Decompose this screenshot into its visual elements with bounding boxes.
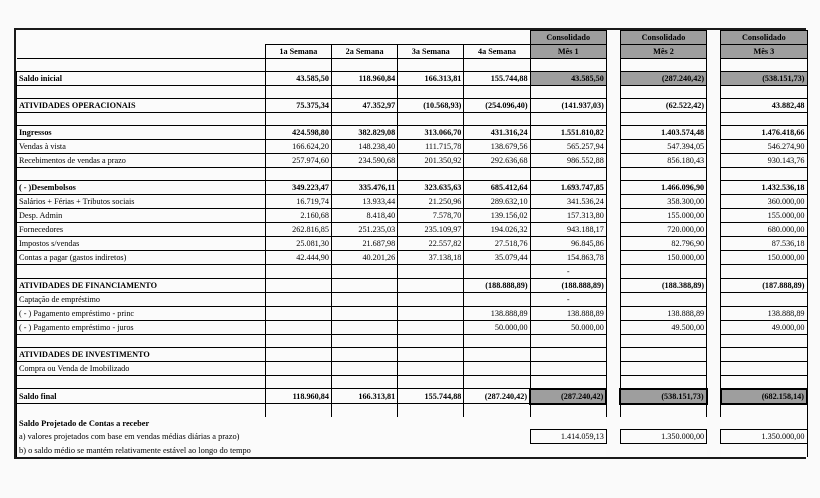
cell-ato-w3: (10.568,93): [398, 99, 464, 113]
cell-receb-mes3: 930.143,76: [721, 154, 807, 168]
row-label-pagamento-juros: ( - ) Pagamento empréstimo - juros: [17, 321, 266, 335]
row-label-desp-admin: Desp. Admin: [17, 209, 266, 223]
cell-invest-w1: [265, 348, 331, 362]
cell-captacao-w3: [398, 293, 464, 307]
cell-despadmin-w4: 139.156,02: [464, 209, 530, 223]
cell-salarios-mes1: 341.536,24: [530, 195, 606, 209]
cell-despadmin-mes1: 157.313,80: [530, 209, 606, 223]
cell-pagprinc-mes1: 138.888,89: [530, 307, 606, 321]
cell-receb-mes1: 986.552,88: [530, 154, 606, 168]
cell-pagjuros-w2: [331, 321, 397, 335]
row-label-pagamento-principal: ( - ) Pagamento empréstimo - princ: [17, 307, 266, 321]
header-blank-w3: [398, 31, 464, 45]
cell-saldofinal-w1: 118.960,84: [265, 389, 331, 404]
cell-invest-mes3: [721, 348, 807, 362]
cell-contas-mes1: 154.863,78: [530, 251, 606, 265]
cell-invest-w4: [464, 348, 530, 362]
cell-pagjuros-mes2: 49.500,00: [620, 321, 706, 335]
header-mes-2: Mês 2: [620, 45, 706, 59]
row-label-fornecedores: Fornecedores: [17, 223, 266, 237]
cell-vendas-w1: 166.624,20: [265, 140, 331, 154]
cell-fornec-w3: 235.109,97: [398, 223, 464, 237]
table-row-desp-admin: [17, 209, 808, 223]
cell-pagjuros-mes1: 50.000,00: [530, 321, 606, 335]
cell-financ-w4: (188.888,89): [464, 279, 530, 293]
cell-pagprinc-w4: 138.888,89: [464, 307, 530, 321]
projected-box-mes2: 1.350.000,00: [620, 430, 706, 444]
header-consolidado-mes3: Consolidado: [721, 31, 807, 45]
spacer-row-1: [17, 59, 808, 72]
cell-impostos-mes1: 96.845,86: [530, 237, 606, 251]
cell-saldo-inicial-mes1: 43.585,50: [530, 72, 606, 86]
cell-fornec-mes2: 720.000,00: [620, 223, 706, 237]
cell-despadmin-w1: 2.160,68: [265, 209, 331, 223]
spacer-row-2: [17, 86, 808, 99]
footer-row-note-a: [17, 430, 808, 444]
cell-desemb-w2: 335.476,11: [331, 181, 397, 195]
cell-fornec-w1: 262.816,85: [265, 223, 331, 237]
cell-receb-mes2: 856.180,43: [620, 154, 706, 168]
cell-contas-mes2: 150.000,00: [620, 251, 706, 265]
cell-saldofinal-w2: 166.313,81: [331, 389, 397, 404]
cell-imob-w3: [398, 362, 464, 376]
table-row-atividades-investimento: [17, 348, 808, 362]
cell-salarios-w1: 16.719,74: [265, 195, 331, 209]
cell-saldo-inicial-w1: 43.585,50: [265, 72, 331, 86]
header-week-3: 3a Semana: [398, 45, 464, 59]
row-label-ingressos: Ingressos: [17, 126, 266, 140]
projected-box-mes1: 1.414.059,13: [530, 430, 606, 444]
cell-saldofinal-mes1: (287.240,42): [530, 389, 606, 404]
cell-receb-w3: 201.350,92: [398, 154, 464, 168]
cell-contas-w2: 40.201,26: [331, 251, 397, 265]
row-label-contas-a-pagar: Contas a pagar (gastos indiretos): [17, 251, 266, 265]
table-row-captacao-emprestimo: [17, 293, 808, 307]
row-label-compra-venda-imobilizado: Compra ou Venda de Imobilizado: [17, 362, 266, 376]
cell-receb-w1: 257.974,60: [265, 154, 331, 168]
cell-fornec-w4: 194.026,32: [464, 223, 530, 237]
cell-imob-w4: [464, 362, 530, 376]
cell-financ-mes3: (187.888,89): [721, 279, 807, 293]
cashflow-table-frame: [14, 28, 806, 459]
header-row-consolidado: [17, 31, 808, 45]
cell-vendas-mes3: 546.274,90: [721, 140, 807, 154]
spacer-row-8: [17, 404, 808, 417]
cell-salarios-w2: 13.933,44: [331, 195, 397, 209]
cell-ato-w4: (254.096,40): [464, 99, 530, 113]
header-week-1: 1a Semana: [265, 45, 331, 59]
row-label-salarios: Salários + Férias + Tributos sociais: [17, 195, 266, 209]
gap-col-2: [707, 31, 721, 45]
cell-saldofinal-w4: (287.240,42): [464, 389, 530, 404]
cell-contas-w4: 35.079,44: [464, 251, 530, 265]
spacer-row-7: [17, 376, 808, 389]
cell-imob-w1: [265, 362, 331, 376]
header-week-4: 4a Semana: [464, 45, 530, 59]
footer-row-title: [17, 417, 808, 430]
footer-title: Saldo Projetado de Contas a receber: [17, 417, 531, 430]
table-row-impostos: [17, 237, 808, 251]
spacer-row-3: [17, 113, 808, 126]
row-label-atividades-operacionais: ATIVIDADES OPERACIONAIS: [17, 99, 266, 113]
cell-financ-mes2: (188.388,89): [620, 279, 706, 293]
cell-captacao-mes3: [721, 293, 807, 307]
cell-pagprinc-w1: [265, 307, 331, 321]
row-label-saldo-final: Saldo final: [17, 389, 266, 404]
cell-captacao-w4: [464, 293, 530, 307]
cell-fornec-mes1: 943.188,17: [530, 223, 606, 237]
row-label-recebimentos-a-prazo: Recebimentos de vendas a prazo: [17, 154, 266, 168]
table-row-contas-a-pagar: [17, 251, 808, 265]
cell-impostos-mes2: 82.796,90: [620, 237, 706, 251]
cell-impostos-w2: 21.687,98: [331, 237, 397, 251]
cell-pagprinc-mes3: 138.888,89: [721, 307, 807, 321]
cell-despadmin-mes3: 155.000,00: [721, 209, 807, 223]
cell-saldo-inicial-w4: 155.744,88: [464, 72, 530, 86]
cell-vendas-w2: 148.238,40: [331, 140, 397, 154]
table-row-saldo-inicial: [17, 72, 808, 86]
cell-receb-w2: 234.590,68: [331, 154, 397, 168]
projected-box-mes3: 1.350.000,00: [721, 430, 807, 444]
footer-row-note-b: [17, 444, 808, 457]
table-row-desembolsos: [17, 181, 808, 195]
cell-ingressos-mes3: 1.476.418,66: [721, 126, 807, 140]
cell-vendas-mes1: 565.257,94: [530, 140, 606, 154]
cell-saldo-inicial-w2: 118.960,84: [331, 72, 397, 86]
table-row-saldo-final: [17, 389, 808, 404]
cell-desemb-mes3: 1.432.536,18: [721, 181, 807, 195]
cell-despadmin-w2: 8.418,40: [331, 209, 397, 223]
cell-saldofinal-mes2: (538.151,73): [620, 389, 706, 404]
cell-ingressos-mes2: 1.403.574,48: [620, 126, 706, 140]
cell-ato-w1: 75.375,34: [265, 99, 331, 113]
cell-saldofinal-mes3: (682.158,14): [721, 389, 807, 404]
cell-desemb-mes2: 1.466.096,90: [620, 181, 706, 195]
cell-saldo-inicial-mes3: (538.151,73): [721, 72, 807, 86]
cell-ingressos-w1: 424.598,80: [265, 126, 331, 140]
cell-vendas-mes2: 547.394,05: [620, 140, 706, 154]
gap-col-1: [606, 31, 620, 45]
cell-ato-w2: 47.352,97: [331, 99, 397, 113]
cell-despadmin-mes2: 155.000,00: [620, 209, 706, 223]
cell-pagprinc-w2: [331, 307, 397, 321]
cell-financ-w3: [398, 279, 464, 293]
cell-contas-mes3: 150.000,00: [721, 251, 807, 265]
cell-desemb-w3: 323.635,63: [398, 181, 464, 195]
cell-salarios-mes2: 358.300,00: [620, 195, 706, 209]
cell-invest-w2: [331, 348, 397, 362]
header-row-periods: [17, 45, 808, 59]
cell-receb-w4: 292.636,68: [464, 154, 530, 168]
cell-pagjuros-w1: [265, 321, 331, 335]
spacer-row-4: [17, 168, 808, 181]
table-row-recebimentos-a-prazo: [17, 154, 808, 168]
cell-pagjuros-w4: 50.000,00: [464, 321, 530, 335]
row-label-desembolsos: ( - )Desembolsos: [17, 181, 266, 195]
cell-invest-w3: [398, 348, 464, 362]
cell-impostos-w1: 25.081,30: [265, 237, 331, 251]
cell-ato-mes3: 43.882,48: [721, 99, 807, 113]
header-corner-blank: [17, 31, 266, 45]
table-row-salarios: [17, 195, 808, 209]
cell-captacao-w1: [265, 293, 331, 307]
header-mes-1: Mês 1: [530, 45, 606, 59]
cell-invest-mes1: [530, 348, 606, 362]
header-consolidado-mes1: Consolidado: [530, 31, 606, 45]
cell-fornec-w2: 251.235,03: [331, 223, 397, 237]
cell-pagprinc-w3: [398, 307, 464, 321]
cell-ingressos-w4: 431.316,24: [464, 126, 530, 140]
cell-pagprinc-mes2: 138.888,89: [620, 307, 706, 321]
row-label-impostos: Impostos s/vendas: [17, 237, 266, 251]
cell-salarios-w3: 21.250,96: [398, 195, 464, 209]
cell-pagjuros-mes3: 49.000,00: [721, 321, 807, 335]
cell-imob-mes3: [721, 362, 807, 376]
table-row-atividades-financiamento: [17, 279, 808, 293]
table-row-pagamento-principal: [17, 307, 808, 321]
cell-saldo-inicial-mes2: (287.240,42): [620, 72, 706, 86]
row-label-atividades-investimento: ATIVIDADES DE INVESTIMENTO: [17, 348, 266, 362]
table-row-vendas-a-vista: [17, 140, 808, 154]
header-week-2: 2a Semana: [331, 45, 397, 59]
cell-desemb-w4: 685.412,64: [464, 181, 530, 195]
cell-ato-mes2: (62.522,42): [620, 99, 706, 113]
cell-desemb-mes1: 1.693.747,85: [530, 181, 606, 195]
cell-captacao-mes1: -: [530, 293, 606, 307]
cell-ingressos-w2: 382.829,08: [331, 126, 397, 140]
cell-financ-w1: [265, 279, 331, 293]
footer-note-b: b) o saldo médio se mantém relativamente estável ao longo do tempo: [17, 444, 531, 457]
cell-imob-mes1: [530, 362, 606, 376]
cell-saldofinal-w3: 155.744,88: [398, 389, 464, 404]
cell-salarios-mes3: 360.000,00: [721, 195, 807, 209]
footer-note-a: a) valores projetados com base em vendas médias diárias a prazo): [17, 430, 531, 444]
table-row-pagamento-juros: [17, 321, 808, 335]
header-blank-w4: [464, 31, 530, 45]
table-row-ingressos: [17, 126, 808, 140]
cell-saldo-inicial-w3: 166.313,81: [398, 72, 464, 86]
cell-desemb-w1: 349.223,47: [265, 181, 331, 195]
cell-dash-mes1-financ: -: [530, 265, 606, 279]
cell-pagjuros-w3: [398, 321, 464, 335]
cell-ingressos-mes1: 1.551.810,82: [530, 126, 606, 140]
header-label-blank: [17, 45, 266, 59]
table-row-atividades-operacionais: [17, 99, 808, 113]
cell-invest-mes2: [620, 348, 706, 362]
cell-impostos-mes3: 87.536,18: [721, 237, 807, 251]
cell-despadmin-w3: 7.578,70: [398, 209, 464, 223]
cell-imob-w2: [331, 362, 397, 376]
cell-vendas-w3: 111.715,78: [398, 140, 464, 154]
header-mes-3: Mês 3: [721, 45, 807, 59]
cell-ato-mes1: (141.937,03): [530, 99, 606, 113]
row-label-vendas-a-vista: Vendas à vista: [17, 140, 266, 154]
cell-financ-w2: [331, 279, 397, 293]
table-row-compra-venda-imobilizado: [17, 362, 808, 376]
cell-ingressos-w3: 313.066,70: [398, 126, 464, 140]
cell-impostos-w4: 27.518,76: [464, 237, 530, 251]
header-blank-w2: [331, 31, 397, 45]
cashflow-table: [16, 30, 808, 457]
cell-financ-mes1: (188.888,89): [530, 279, 606, 293]
table-row-fornecedores: [17, 223, 808, 237]
cell-captacao-w2: [331, 293, 397, 307]
cell-salarios-w4: 289.632,10: [464, 195, 530, 209]
spacer-row-6: [17, 335, 808, 348]
header-consolidado-mes2: Consolidado: [620, 31, 706, 45]
cell-contas-w1: 42.444,90: [265, 251, 331, 265]
cell-imob-mes2: [620, 362, 706, 376]
cell-impostos-w3: 22.557,82: [398, 237, 464, 251]
row-label-saldo-inicial: Saldo inicial: [17, 72, 266, 86]
row-label-atividades-financiamento: ATIVIDADES DE FINANCIAMENTO: [17, 279, 266, 293]
header-blank-w1: [265, 31, 331, 45]
cell-captacao-mes2: [620, 293, 706, 307]
cell-contas-w3: 37.138,18: [398, 251, 464, 265]
spacer-row-5: [17, 265, 808, 279]
cell-vendas-w4: 138.679,56: [464, 140, 530, 154]
row-label-captacao-emprestimo: Captação de empréstimo: [17, 293, 266, 307]
cell-fornec-mes3: 680.000,00: [721, 223, 807, 237]
